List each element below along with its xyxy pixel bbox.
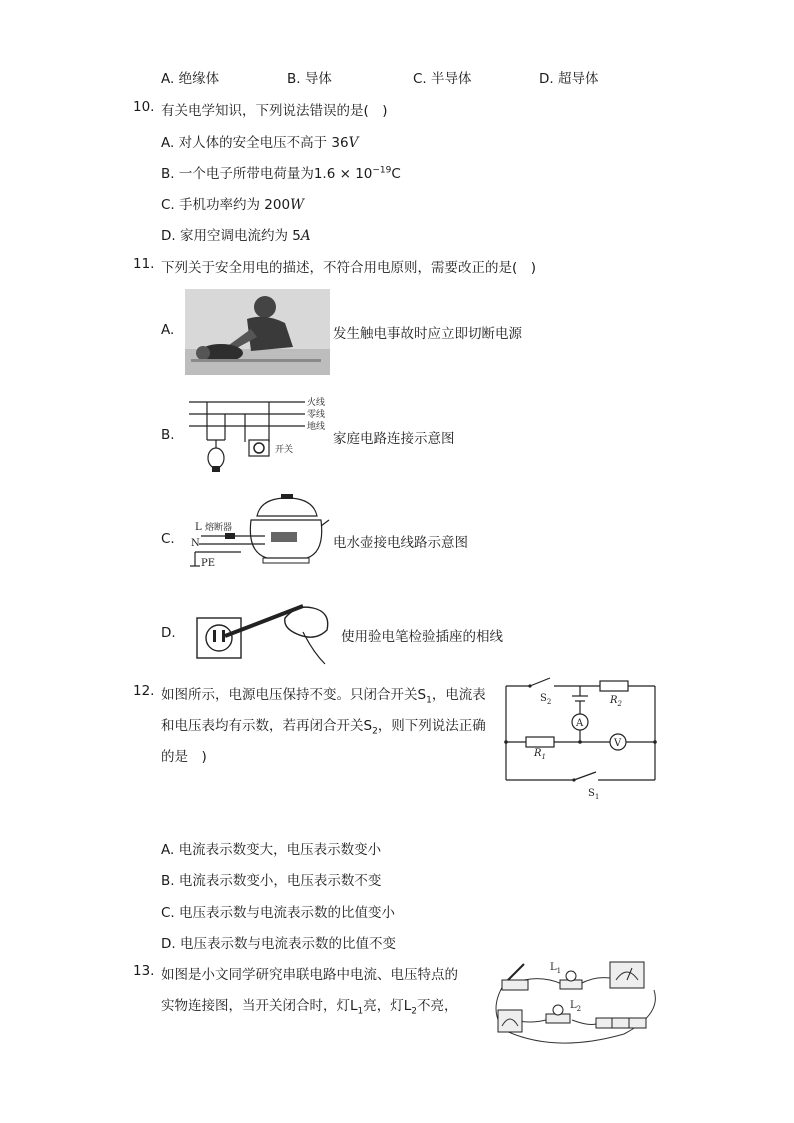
label-s1: $S_1$ bbox=[588, 788, 600, 801]
label-l2: $L_2$ bbox=[570, 1000, 582, 1013]
q12-stem-line-2: 和电压表均有示数，若再闭合开关$S_2$，则下列说法正确 bbox=[161, 718, 486, 737]
label-breaker: 熔断器 bbox=[205, 523, 233, 533]
q9-option-c: C. 半导体 bbox=[413, 71, 472, 87]
q10-option-c: C. 手机功率约为 200W bbox=[161, 197, 304, 213]
bulb-l2-icon bbox=[553, 1005, 563, 1015]
q13-stem-line-1: 如图是小文同学研究串联电路中电流、电压特点的 bbox=[161, 967, 458, 983]
q12-option-a: A. 电流表示数变大，电压表示数变小 bbox=[161, 842, 382, 858]
electric-shock-rescue-image bbox=[185, 289, 330, 375]
label-neutral-wire: 零线 bbox=[307, 410, 326, 420]
label-r2: $R_2$ bbox=[610, 695, 622, 708]
q12-option-c: C. 电压表示数与电流表示数的比值变小 bbox=[161, 905, 396, 921]
q11-stem: 下列关于安全用电的描述，不符合用电原则，需要改正的是( ) bbox=[161, 260, 537, 276]
q11-caption-a: 发生触电事故时应立即切断电源 bbox=[333, 326, 522, 342]
household-circuit-diagram bbox=[185, 392, 335, 477]
q12-option-b: B. 电流表示数变小，电压表示数不变 bbox=[161, 873, 382, 889]
q11-number: 11. bbox=[133, 256, 155, 272]
q10-stem: 有关电学知识，下列说法错误的是( ) bbox=[161, 103, 388, 119]
q9-option-d: D. 超导体 bbox=[539, 71, 599, 87]
test-pen-socket-image bbox=[185, 598, 340, 668]
q11-option-d-label: D. bbox=[161, 625, 176, 641]
label-switch: 开关 bbox=[275, 445, 294, 455]
switch-icon bbox=[502, 980, 528, 990]
q10-option-a: A. 对人体的安全电压不高于 36V bbox=[161, 135, 359, 151]
electric-kettle-wiring-diagram bbox=[185, 492, 330, 578]
q11-caption-d: 使用验电笔检验插座的相线 bbox=[341, 629, 503, 645]
q11-option-c-label: C. bbox=[161, 531, 175, 547]
q13-number: 13. bbox=[133, 963, 155, 979]
bulb-l1-icon bbox=[566, 971, 576, 981]
q13-stem-line-2: 实物连接图，当开关闭合时，灯$L_1$亮，灯$L_2$不亮， bbox=[161, 998, 458, 1017]
label-r1: $R_1$ bbox=[534, 748, 546, 761]
q10-option-d: D. 家用空调电流约为 5A bbox=[161, 228, 311, 244]
label-ground-wire: 地线 bbox=[307, 422, 326, 432]
q12-number: 12. bbox=[133, 683, 155, 699]
label-s2: $S_2$ bbox=[540, 693, 552, 706]
label-voltmeter: V bbox=[614, 738, 622, 749]
label-ammeter: A bbox=[576, 718, 584, 729]
q11-option-a-label: A. bbox=[161, 322, 175, 338]
q12-stem-line-3: 的是 ) bbox=[161, 749, 207, 765]
q13-physical-circuit-image bbox=[484, 950, 664, 1050]
battery-icon bbox=[596, 1018, 646, 1028]
label-n: N bbox=[191, 538, 200, 549]
q9-option-b: B. 导体 bbox=[287, 71, 332, 87]
label-l: L bbox=[195, 522, 202, 533]
q11-caption-c: 电水壶接电线路示意图 bbox=[333, 535, 468, 551]
resistor-r1 bbox=[526, 737, 554, 747]
q12-option-d: D. 电压表示数与电流表示数的比值不变 bbox=[161, 936, 396, 952]
q11-caption-b: 家庭电路连接示意图 bbox=[333, 431, 455, 447]
q11-option-b-label: B. bbox=[161, 427, 175, 443]
label-l1: $L_1$ bbox=[550, 962, 562, 975]
label-pe: PE bbox=[201, 558, 216, 569]
q12-stem-line-1: 如图所示，电源电压保持不变。只闭合开关$S_1$，电流表 bbox=[161, 687, 486, 706]
voltmeter-device-icon bbox=[498, 1010, 522, 1032]
label-live-wire: 火线 bbox=[307, 398, 326, 408]
q9-option-a: A. 绝缘体 bbox=[161, 71, 220, 87]
q10-option-b: B. 一个电子所带电荷量为$1.6 \times 10^{-19}C$ bbox=[161, 165, 401, 182]
resistor-r2 bbox=[600, 681, 628, 691]
ammeter-device-icon bbox=[610, 962, 644, 988]
q10-number: 10. bbox=[133, 99, 155, 115]
q12-circuit-diagram bbox=[500, 676, 665, 806]
